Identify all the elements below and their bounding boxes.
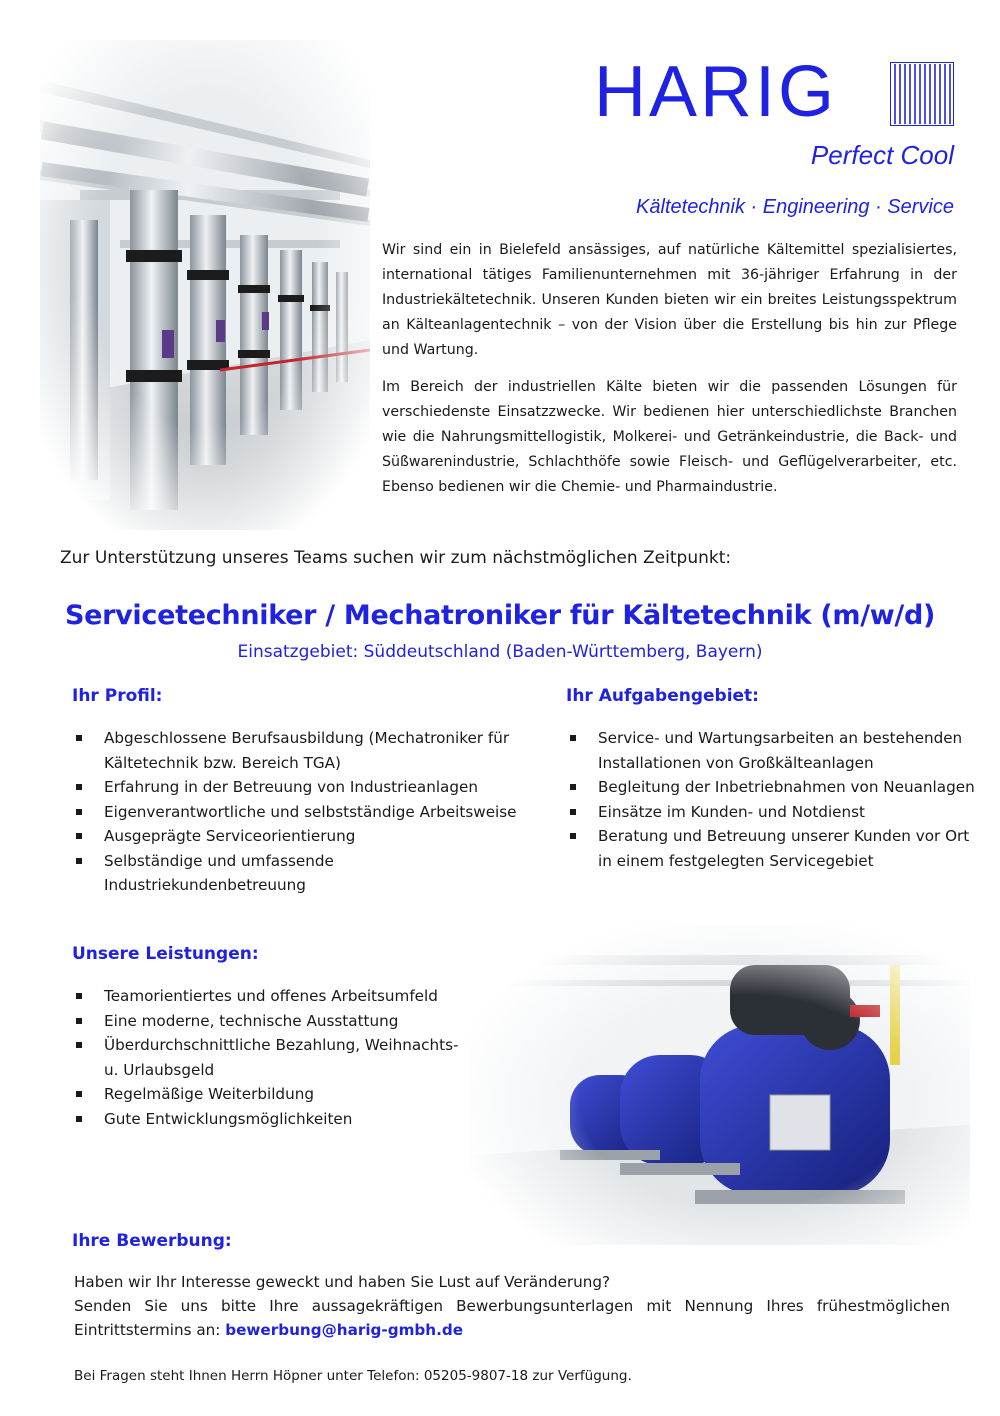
bewerbung-heading: Ihre Bewerbung: — [72, 1231, 232, 1251]
list-item: Erfahrung in der Betreuung von Industrieanlagen — [72, 775, 532, 800]
bewerbung-line-2: Senden Sie uns bitte Ihre aussagekräftigen Bewerbungsunterlagen mit Nennung Ihres frühestmöglichen — [74, 1297, 950, 1315]
job-area: Einsatzgebiet: Süddeutschland (Baden-Württemberg, Bayern) — [237, 642, 763, 662]
list-item: Gute Entwicklungsmöglichkeiten — [72, 1107, 462, 1132]
list-item: Überdurchschnittliche Bezahlung, Weihnachts- u. Urlaubsgeld — [72, 1033, 462, 1082]
list-item: Selbständige und umfassende Industriekundenbetreuung — [72, 849, 532, 898]
list-item: Teamorientiertes und offenes Arbeitsumfeld — [72, 984, 462, 1009]
bewerbung-line-3 — [74, 1318, 463, 1343]
list-item: Einsätze im Kunden- und Notdienst — [566, 800, 976, 825]
list-item: Regelmäßige Weiterbildung — [72, 1082, 462, 1107]
logo-stripes-icon — [890, 62, 954, 126]
contact-note: Bei Fragen steht Ihnen Herrn Höpner unter Telefon: 05205-9807-18 zur Verfügung. — [74, 1368, 632, 1384]
search-statement: Zur Unterstützung unseres Teams suchen wir zum nächstmöglichen Zeitpunkt: — [60, 548, 732, 568]
bewerbung-line-1: Haben wir Ihr Interesse geweckt und haben Sie Lust auf Veränderung? — [74, 1273, 611, 1291]
logo-slogan: Perfect Cool — [810, 140, 954, 170]
list-item: Service- und Wartungsarbeiten an bestehenden Installationen von Großkälteanlagen — [566, 726, 976, 775]
list-item: Ausgeprägte Serviceorientierung — [72, 824, 532, 849]
leistungen-list — [72, 984, 462, 1131]
refrigeration-hall-photo — [40, 40, 370, 530]
aufgaben-list — [566, 726, 976, 873]
leistungen-heading: Unsere Leistungen: — [72, 944, 259, 964]
list-item: Eine moderne, technische Ausstattung — [72, 1009, 462, 1034]
list-item: Begleitung der Inbetriebnahmen von Neuanlagen — [566, 775, 976, 800]
harig-logo — [590, 52, 960, 176]
job-title: Servicetechniker / Mechatroniker für Kältetechnik (m/w/d) — [64, 600, 936, 631]
list-item: Eigenverantwortliche und selbstständige Arbeitsweise — [72, 800, 532, 825]
profil-heading: Ihr Profil: — [72, 686, 163, 706]
intro-paragraph-2: Im Bereich der industriellen Kälte bieten wir die passenden Lösungen für verschiedenste Einsatzzwecke. Wir bedienen hier unterschiedlichste Branchen wie die Nahrungsmittellogistik, Molkerei- und Getränkeindustrie, die Back- und Süßwarenindustrie, Schlachthöfe sowie Fleisch- und Geflügelverarbeiter, etc. Ebenso bedienen wir die Chemie- und Pharmaindustrie. — [382, 379, 957, 495]
list-item: Abgeschlossene Berufsausbildung (Mechatroniker für Kältetechnik bzw. Bereich TGA) — [72, 726, 532, 775]
logo-wordmark: HARIG — [594, 52, 838, 132]
compressor-units-photo — [470, 925, 970, 1245]
list-item: Beratung und Betreuung unserer Kunden vor Ort in einem festgelegten Servicegebiet — [566, 824, 976, 873]
profil-list — [72, 726, 532, 898]
bewerbung-line-3-prefix: Eintrittstermins an: — [74, 1321, 221, 1339]
aufgaben-heading: Ihr Aufgabengebiet: — [566, 686, 759, 706]
application-email-link[interactable]: bewerbung@harig-gmbh.de — [225, 1321, 464, 1339]
intro-paragraph-1: Wir sind ein in Bielefeld ansässiges, auf natürliche Kältemittel spezialisiertes, international tätiges Familienunternehmen mit 36-jähriger Erfahrung in der Industriekältetechnik. Unseren Kunden bieten wir ein breites Leistungsspektrum an Kälteanlagentechnik – von der Vision über die Erstellung bis hin zur Pflege und Wartung. — [382, 242, 957, 358]
company-tagline: Kältetechnik · Engineering · Service — [636, 196, 954, 218]
